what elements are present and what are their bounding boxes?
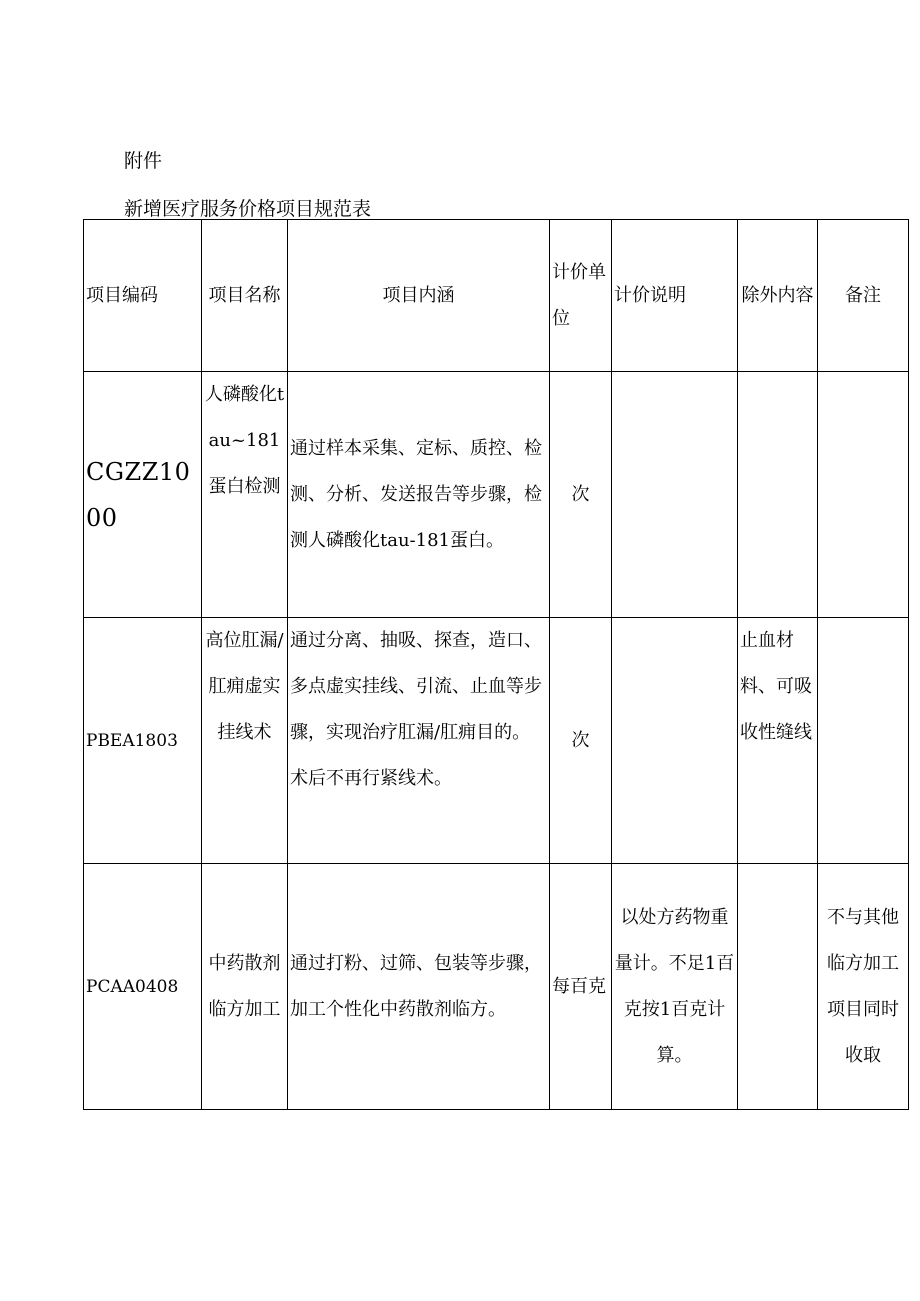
cell-name: 中药散剂临方加工	[202, 864, 288, 1110]
cell-unit: 每百克	[550, 864, 612, 1110]
header-code: 项目编码	[84, 220, 202, 372]
cell-code: PBEA1803	[84, 618, 202, 864]
header-pricing-note: 计价说明	[612, 220, 738, 372]
cell-remarks	[818, 618, 909, 864]
cell-content: 通过打粉、过筛、包装等步骤，加工个性化中药散剂临方。	[288, 864, 550, 1110]
price-spec-table	[83, 219, 909, 1110]
cell-exclusions: 止血材料、可吸收性缝线	[738, 618, 818, 864]
cell-remarks: 不与其他临方加工项目同时收取	[818, 864, 909, 1110]
cell-remarks	[818, 372, 909, 618]
table-row	[84, 864, 909, 1110]
cell-pricing-note	[612, 618, 738, 864]
cell-unit: 次	[550, 372, 612, 618]
cell-name: 人磷酸化tau~181蛋白检测	[202, 372, 288, 618]
cell-content: 通过分离、抽吸、探查，造口、多点虚实挂线、引流、止血等步骤，实现治疗肛漏/肛痈目的。术后不再行紧线术。	[288, 618, 550, 864]
table-row	[84, 372, 909, 618]
attachment-label: 附件	[124, 150, 163, 172]
table-row	[84, 618, 909, 864]
cell-pricing-note	[612, 372, 738, 618]
header-name: 项目名称	[202, 220, 288, 372]
header-remarks: 备注	[818, 220, 909, 372]
header-exclusions: 除外内容	[738, 220, 818, 372]
cell-exclusions	[738, 372, 818, 618]
cell-exclusions	[738, 864, 818, 1110]
table-header-row	[84, 220, 909, 372]
cell-code: PCAA0408	[84, 864, 202, 1110]
cell-code: CGZZ1000	[84, 372, 202, 618]
cell-content: 通过样本采集、定标、质控、检测、分析、发送报告等步骤，检测人磷酸化tau-181蛋白。	[288, 372, 550, 618]
document-title: 新增医疗服务价格项目规范表	[124, 198, 372, 220]
cell-pricing-note: 以处方药物重量计。不足1百克按1百克计算。	[612, 864, 738, 1110]
cell-name: 高位肛漏/肛痈虚实挂线术	[202, 618, 288, 864]
header-unit: 计价单位	[550, 220, 612, 372]
header-content: 项目内涵	[288, 220, 550, 372]
cell-unit: 次	[550, 618, 612, 864]
